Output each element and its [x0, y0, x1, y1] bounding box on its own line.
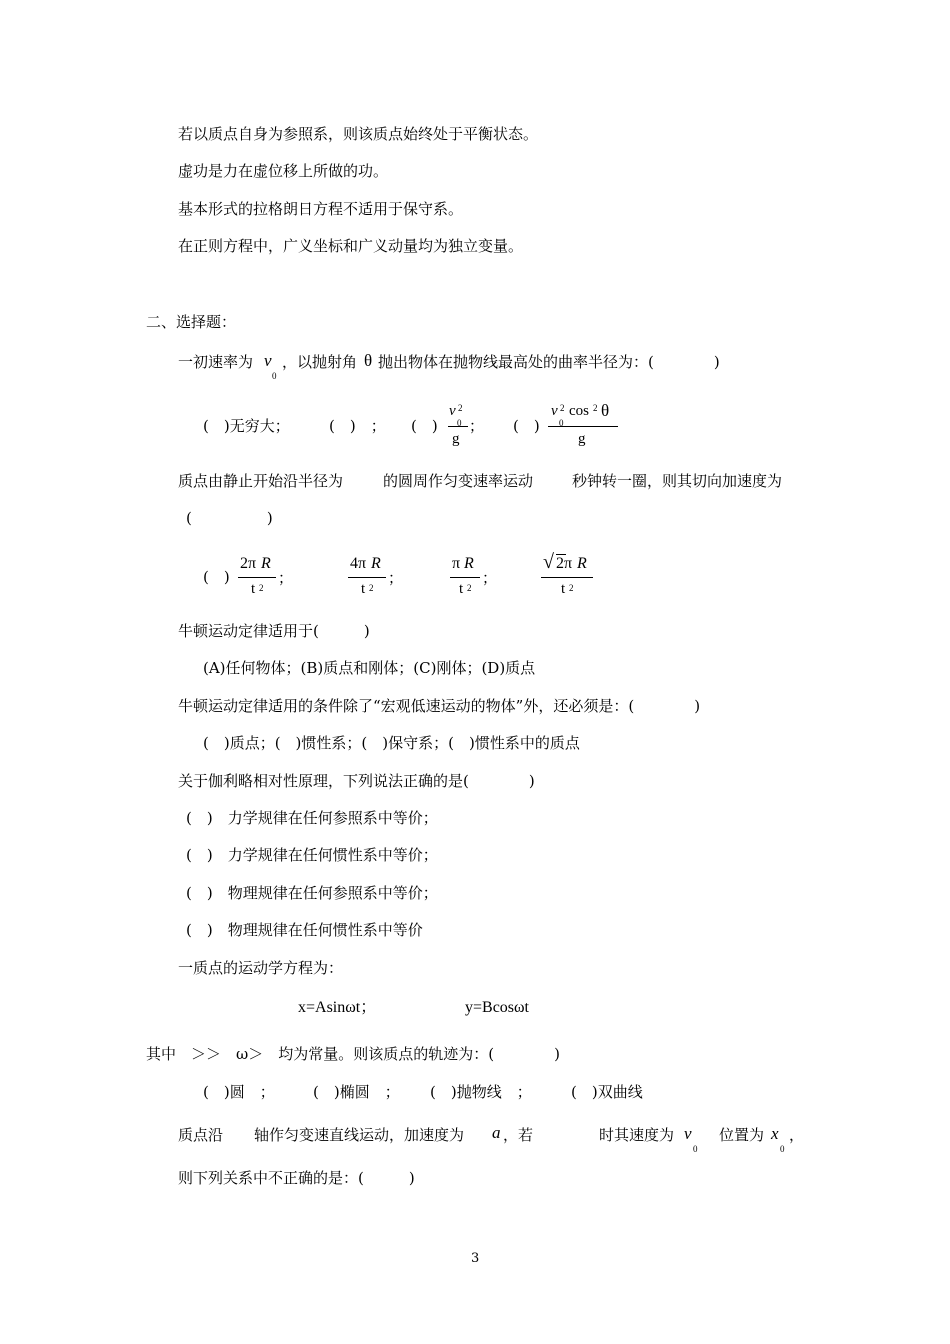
q1-frac-d-num-a: v — [551, 403, 558, 419]
q1-frac-c-sub: 0 — [457, 418, 462, 428]
q1-frac-d-bar — [548, 426, 618, 427]
q2-f1-den-sup: 2 — [259, 583, 264, 593]
q6-option-c: ( )抛物线 ； — [430, 1083, 532, 1101]
q7-stem-e: 位置为 — [719, 1126, 765, 1144]
q2-f1-num-b: R — [261, 555, 271, 572]
q1-frac-d-theta: θ — [601, 401, 610, 420]
section-title: 二、选择题： — [146, 313, 237, 331]
q2-f2-semi: ； — [388, 569, 404, 587]
q7-v: v — [684, 1124, 692, 1143]
q5-option-a: ( ) 力学规律在任何参照系中等价； — [186, 809, 438, 827]
q2-f3-den: t — [459, 581, 464, 597]
q6-stem: 一质点的运动学方程为： — [178, 959, 344, 977]
q2-paren: ( ) — [186, 509, 273, 527]
q2-stem-b: 的圆周作匀变速率运动 — [383, 472, 534, 490]
q5-option-c: ( ) 物理规律在任何参照系中等价； — [186, 884, 438, 902]
q1-frac-d-sub: 0 — [559, 418, 564, 428]
q2-f4-den: t — [561, 581, 566, 597]
q7-x-sub: 0 — [780, 1144, 785, 1154]
q2-f2-den-sup: 2 — [369, 583, 374, 593]
q4-stem: 牛顿运动定律适用的条件除了“宏观低速运动的物体”外，还必须是：( ) — [178, 697, 701, 715]
q2-f4-den-sup: 2 — [569, 583, 574, 593]
q2-f4-sqrt: √ — [543, 551, 554, 573]
q7-stem-f: ， — [789, 1126, 805, 1144]
q2-f3-semi: ； — [482, 569, 498, 587]
q7-x: x — [771, 1124, 779, 1143]
q2-f1-semi: ； — [278, 569, 294, 587]
q6-eq-y: y=Bcosωt — [465, 999, 529, 1016]
q7-stem-d: 时其速度为 — [599, 1126, 675, 1144]
q2-option-a-label: ( ) — [203, 568, 230, 586]
q6-condition: 其中 ＞＞ ω＞ 均为常量。则该质点的轨迹为：( ) — [146, 1045, 560, 1063]
q5-option-b: ( ) 力学规律在任何惯性系中等价； — [186, 846, 438, 864]
q6-option-a: ( )圆 ； — [203, 1083, 275, 1101]
q7-stem-a: 质点沿 — [178, 1126, 224, 1144]
q1-theta: θ — [364, 351, 373, 370]
q1-stem-a: 一初速率为 — [178, 353, 254, 371]
q2-f3-num-a: π — [452, 555, 461, 572]
q3-options: (A)任何物体；(B)质点和刚体；(C)刚体；(D)质点 — [203, 659, 536, 677]
q1-frac-c-semi: ； — [469, 417, 485, 435]
q1-option-b: ( ) ； — [329, 417, 386, 435]
q2-stem-c: 秒钟转一圈，则其切向加速度为 — [572, 472, 783, 490]
q2-f4-num-a: 2π — [556, 555, 573, 572]
q1-v: v — [264, 351, 272, 370]
q1-option-a: ( )无穷大； — [203, 417, 290, 435]
q7-v-sub: 0 — [693, 1144, 698, 1154]
statement-3: 基本形式的拉格朗日方程不适用于保守系。 — [178, 200, 464, 218]
q6-eq-x: x=Asinωt； — [298, 999, 377, 1016]
statement-2: 虚功是力在虚位移上所做的功。 — [178, 162, 389, 180]
q5-option-d: ( ) 物理规律在任何惯性系中等价 — [186, 921, 423, 939]
q2-f3-bar — [450, 577, 480, 578]
q1-frac-c-sup: 2 — [458, 403, 463, 413]
q1-frac-c-bar — [448, 426, 468, 427]
q7-a: a — [492, 1123, 501, 1142]
q2-f3-den-sup: 2 — [467, 583, 472, 593]
q1-frac-d-den: g — [578, 431, 586, 447]
q7-line-2: 则下列关系中不正确的是：( ) — [178, 1169, 415, 1187]
page-number: 3 — [471, 1251, 480, 1266]
q2-f2-num-b: R — [371, 555, 381, 572]
q1-frac-c-den: g — [452, 431, 460, 447]
q1-stem-c: 抛出物体在抛物线最高处的曲率半径为：( ) — [378, 353, 720, 371]
q4-options: ( )质点；( )惯性系；( )保守系；( )惯性系中的质点 — [203, 734, 580, 752]
q7-stem-c: ，若 — [503, 1126, 534, 1144]
q2-f3-num-b: R — [464, 555, 474, 572]
statement-4: 在正则方程中，广义坐标和广义动量均为独立变量。 — [178, 237, 524, 255]
q6-option-d: ( )双曲线 — [571, 1083, 643, 1101]
q2-f2-den: t — [361, 581, 366, 597]
q1-stem-b: ，以抛射角 — [282, 353, 358, 371]
statement-1: 若以质点自身为参照系，则该质点始终处于平衡状态。 — [178, 125, 539, 143]
q2-f4-num-b: R — [577, 555, 587, 572]
q2-f2-num-a: 4π — [350, 555, 367, 572]
q1-frac-c-num: v — [449, 403, 456, 419]
q2-f2-bar — [348, 577, 386, 578]
q5-stem: 关于伽利略相对性原理，下列说法正确的是( ) — [178, 772, 535, 790]
q6-option-b: ( )椭圆 ； — [313, 1083, 400, 1101]
q1-option-d-label: ( ) — [513, 417, 540, 435]
q2-f1-bar — [238, 577, 276, 578]
q1-v-sub: 0 — [272, 371, 277, 381]
q1-option-c-label: ( ) — [411, 417, 438, 435]
q7-stem-b: 轴作匀变速直线运动，加速度为 — [254, 1126, 465, 1144]
q1-frac-d-sup-a: 2 — [560, 403, 565, 413]
q2-f4-bar — [541, 577, 593, 578]
q2-f1-den: t — [251, 581, 256, 597]
q1-frac-d-sup-b: 2 — [593, 403, 598, 413]
q2-stem-a: 质点由静止开始沿半径为 — [178, 472, 344, 490]
q2-f1-num-a: 2π — [240, 555, 257, 572]
q3-stem: 牛顿运动定律适用于( ) — [178, 622, 370, 640]
q1-frac-d-num-b: cos — [569, 403, 589, 419]
